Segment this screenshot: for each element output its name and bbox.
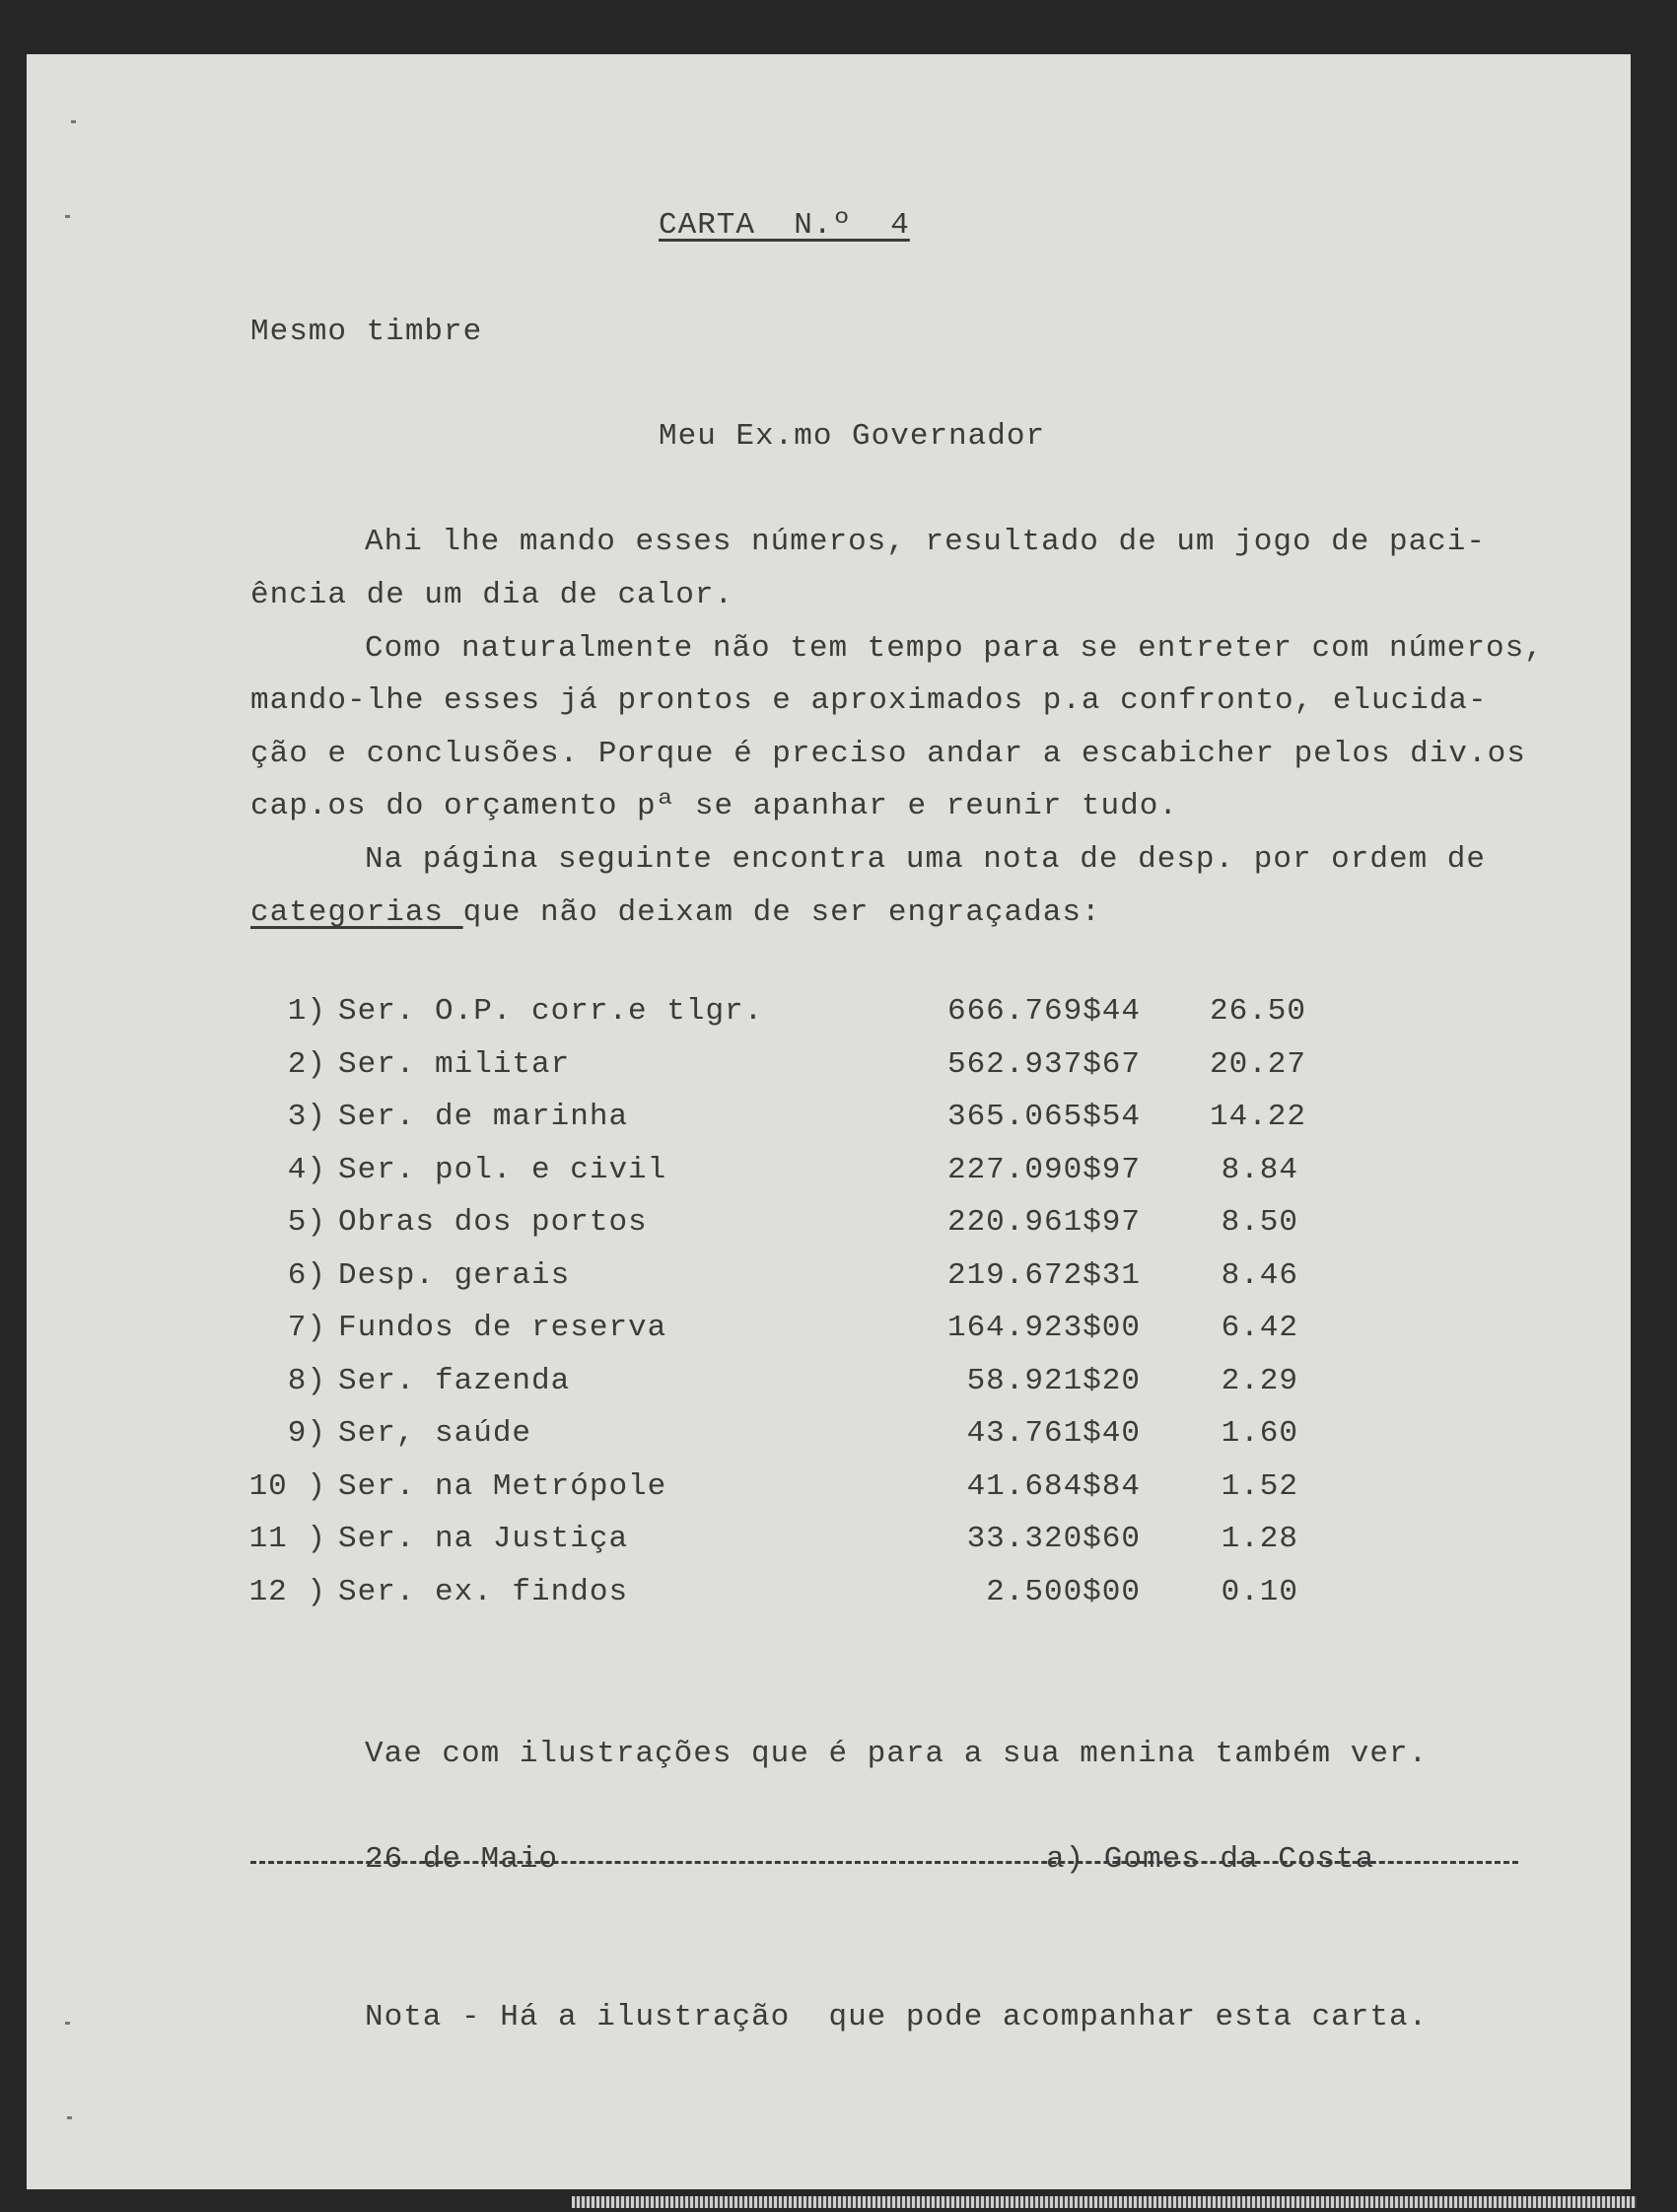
row-percent: 2.29 <box>1221 1363 1298 1398</box>
paragraph-line-6: cap.os do orçamento pª se apanhar e reunir tudo. <box>250 789 1178 823</box>
edge-mark <box>65 215 70 218</box>
row-amount: 220.961$97 <box>946 1205 1141 1240</box>
table-row <box>27 1153 1631 1206</box>
table-row <box>27 1100 1631 1153</box>
edge-mark <box>65 2022 70 2025</box>
subheading: Mesmo timbre <box>250 315 483 349</box>
row-percent: 1.28 <box>1221 1522 1298 1556</box>
row-percent: 6.42 <box>1221 1311 1298 1345</box>
table-row <box>27 1416 1631 1469</box>
row-percent: 1.52 <box>1221 1468 1298 1504</box>
row-label: Ser. na Metrópole <box>338 1468 667 1504</box>
row-amount: 2.500$00 <box>986 1574 1141 1609</box>
letter-date: 26 de Maio <box>365 1842 559 1877</box>
document-page <box>27 54 1631 2189</box>
row-percent: 8.84 <box>1221 1152 1298 1187</box>
table-row <box>27 1522 1631 1575</box>
closing-line: Vae com ilustrações que é para a sua menina também ver. <box>365 1737 1429 1771</box>
table-row <box>27 1469 1631 1523</box>
paragraph-line-5: ção e conclusões. Porque é preciso andar a escabicher pelos div.os <box>250 737 1526 771</box>
table-row <box>27 1575 1631 1628</box>
table-row <box>27 1258 1631 1312</box>
edge-mark <box>67 2116 72 2119</box>
row-label: Ser, saúde <box>338 1416 532 1451</box>
row-number: 11 ) <box>248 1522 326 1556</box>
row-label: Desp. gerais <box>338 1257 571 1293</box>
row-number: 7) <box>287 1311 326 1345</box>
row-amount: 562.937$67 <box>946 1046 1141 1082</box>
row-number: 2) <box>287 1046 326 1082</box>
row-amount: 365.065$54 <box>946 1100 1141 1134</box>
row-amount: 58.921$20 <box>966 1363 1141 1398</box>
row-number: 4) <box>287 1152 326 1187</box>
row-number: 5) <box>287 1205 326 1240</box>
row-number: 6) <box>287 1257 326 1293</box>
paragraph-line-4: mando-lhe esses já prontos e aproximados p.a confronto, elucida- <box>250 683 1488 718</box>
scan-ruler <box>572 2196 1637 2208</box>
expense-table <box>27 994 1631 1627</box>
row-amount: 164.923$00 <box>946 1311 1141 1345</box>
row-number: 9) <box>287 1416 326 1451</box>
paragraph-line-7: Na página seguinte encontra uma nota de desp. por ordem de <box>365 842 1486 877</box>
row-label: Ser. ex. findos <box>338 1574 629 1609</box>
row-label: Ser. fazenda <box>338 1363 571 1398</box>
row-label: Ser. militar <box>338 1046 571 1082</box>
row-number: 3) <box>287 1100 326 1134</box>
paragraph-line-2: ência de um dia de calor. <box>250 578 734 612</box>
edge-mark <box>71 120 76 123</box>
underlined-word: categorias <box>250 895 463 930</box>
row-percent: 14.22 <box>1210 1100 1307 1134</box>
table-row <box>27 1205 1631 1258</box>
dashed-divider <box>250 1861 1518 1864</box>
row-percent: 20.27 <box>1210 1046 1307 1082</box>
row-percent: 1.60 <box>1221 1416 1298 1451</box>
table-row <box>27 1364 1631 1417</box>
table-row <box>27 1311 1631 1364</box>
row-number: 1) <box>287 994 326 1029</box>
row-label: Obras dos portos <box>338 1205 648 1240</box>
row-percent: 8.50 <box>1221 1205 1298 1240</box>
paragraph-line-8 <box>250 895 1101 931</box>
footnote: Nota - Há a ilustração que pode acompanhar esta carta. <box>365 2000 1429 2034</box>
row-percent: 0.10 <box>1221 1574 1298 1609</box>
row-amount: 227.090$97 <box>946 1152 1141 1187</box>
table-row <box>27 1047 1631 1101</box>
row-label: Ser. O.P. corr.e tlgr. <box>338 994 764 1029</box>
paragraph-line-1: Ahi lhe mando esses números, resultado de um jogo de paci- <box>365 525 1486 559</box>
row-number: 8) <box>287 1363 326 1398</box>
row-percent: 8.46 <box>1221 1257 1298 1293</box>
signature: a) Gomes da Costa <box>1046 1842 1375 1877</box>
paragraph-line-8-rest: que não deixam de ser engraçadas: <box>462 895 1101 930</box>
paragraph-line-3: Como naturalmente não tem tempo para se entreter com números, <box>365 631 1544 666</box>
row-number: 12 ) <box>248 1574 326 1609</box>
row-amount: 43.761$40 <box>966 1416 1141 1451</box>
row-amount: 219.672$31 <box>946 1257 1141 1293</box>
row-amount: 33.320$60 <box>966 1522 1141 1556</box>
row-label: Ser. de marinha <box>338 1100 629 1134</box>
letter-title: CARTA N.º 4 <box>659 208 910 243</box>
row-amount: 666.769$44 <box>946 994 1141 1029</box>
row-number: 10 ) <box>248 1468 326 1504</box>
row-amount: 41.684$84 <box>966 1468 1141 1504</box>
salutation: Meu Ex.mo Governador <box>659 419 1046 454</box>
table-row <box>27 994 1631 1047</box>
row-label: Fundos de reserva <box>338 1311 667 1345</box>
row-percent: 26.50 <box>1210 994 1307 1029</box>
row-label: Ser. na Justiça <box>338 1522 629 1556</box>
row-label: Ser. pol. e civil <box>338 1152 667 1187</box>
